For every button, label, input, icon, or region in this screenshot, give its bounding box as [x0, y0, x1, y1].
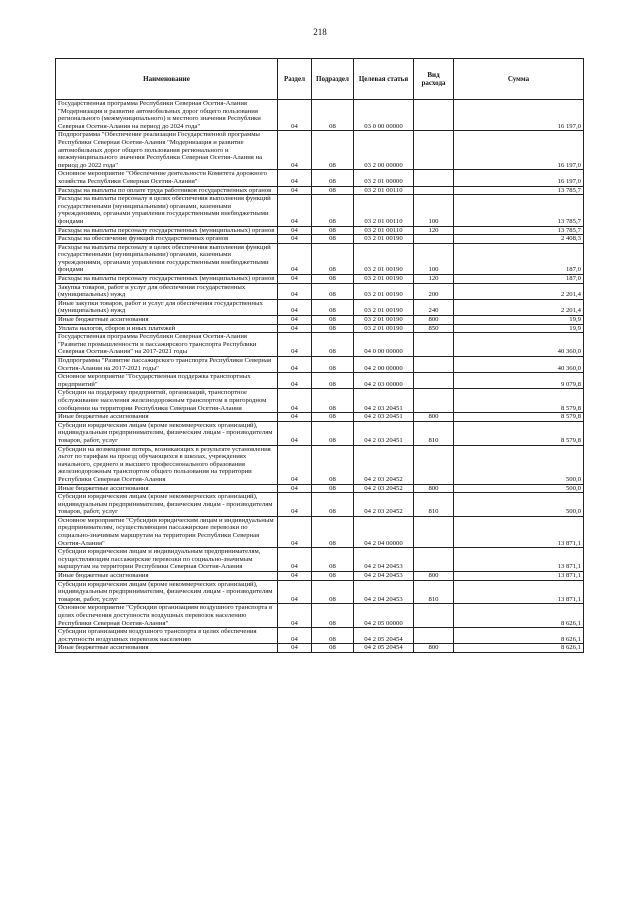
- row-target: 03 2 01 00190: [354, 299, 414, 315]
- row-expense-type: [414, 235, 454, 244]
- row-subsection: 08: [312, 548, 354, 572]
- row-name: Иные бюджетные ассигнования: [56, 572, 278, 581]
- row-name: Субсидии организациям воздушного транспорта в целях обеспечения доступности воздушных перевозок населению: [56, 628, 278, 644]
- row-name: Подпрограмма "Обеспечение реализации Государственной программы Республики Северная Осетия-Алания "Модернизация и развитие автомобильных дорог общего пользования регионального и межмуниципального значения Республики Северная Осетия-Алания на период до 2022 года": [56, 131, 278, 170]
- row-name: Подпрограмма "Развитие пассажирского транспорта Республики Северная Осетия-Алания на 2017-2021 годы": [56, 357, 278, 373]
- table-row: [56, 170, 584, 186]
- table-row: [56, 389, 584, 413]
- row-name: Основное мероприятие "Обеспечение деятельности Комитета дорожного хозяйства Республики Северная Осетия-Алания": [56, 170, 278, 186]
- row-name: Основное мероприятие "Государственная поддержка транспортных предприятий": [56, 373, 278, 389]
- row-target: 04 2 05 20454: [354, 644, 414, 653]
- row-subsection: 08: [312, 324, 354, 333]
- row-section: 04: [278, 413, 312, 422]
- row-name: Субсидии на поддержку предприятий, организаций, транспортное обслуживание населения железнодорожным транспортом в пригородном сообщении на территории Республики Северная Осетия-Алания: [56, 389, 278, 413]
- row-amount: 2 201,4: [454, 299, 584, 315]
- row-name: Расходы на выплаты персоналу в целях обеспечения выполнения функций государственными (муниципальными) органами, казенными учреждениями, органами управления государственными внебюджетными фондами: [56, 195, 278, 226]
- table-body: [56, 100, 584, 653]
- row-name: Уплата налогов, сборов и иных платежей: [56, 324, 278, 333]
- row-section: 04: [278, 316, 312, 325]
- row-name: Иные закупки товаров, работ и услуг для обеспечения государственных (муниципальных) нужд: [56, 299, 278, 315]
- row-subsection: 08: [312, 316, 354, 325]
- row-amount: 16 197,0: [454, 131, 584, 170]
- row-target: 04 2 04 20453: [354, 580, 414, 604]
- row-expense-type: [414, 100, 454, 131]
- row-expense-type: 120: [414, 226, 454, 235]
- row-amount: 8 579,8: [454, 389, 584, 413]
- row-target: 03 2 01 00000: [354, 170, 414, 186]
- row-subsection: 08: [312, 644, 354, 653]
- table-row: [56, 283, 584, 299]
- row-target: 04 2 03 20452: [354, 445, 414, 484]
- row-section: 04: [278, 572, 312, 581]
- row-expense-type: [414, 373, 454, 389]
- header-target: Целевая статья: [354, 59, 414, 100]
- row-subsection: 08: [312, 628, 354, 644]
- row-amount: 2 408,3: [454, 235, 584, 244]
- row-target: 04 2 03 20451: [354, 413, 414, 422]
- row-amount: 8 626,1: [454, 604, 584, 628]
- table-row: [56, 324, 584, 333]
- row-subsection: 08: [312, 580, 354, 604]
- table-row: [56, 316, 584, 325]
- row-section: 04: [278, 445, 312, 484]
- row-amount: 500,0: [454, 445, 584, 484]
- row-section: 04: [278, 275, 312, 284]
- row-target: 04 2 05 00000: [354, 604, 414, 628]
- row-subsection: 08: [312, 283, 354, 299]
- table-row: [56, 226, 584, 235]
- row-expense-type: 810: [414, 421, 454, 445]
- row-name: Основное мероприятие "Субсидии юридическим лицам и индивидуальным предпринимателям, осуществляющим пассажирские перевозки по социально-значимым маршрутам на территории Республики Северная Осетия-Алания": [56, 516, 278, 547]
- row-section: 04: [278, 283, 312, 299]
- row-section: 04: [278, 548, 312, 572]
- row-section: 04: [278, 226, 312, 235]
- row-expense-type: 810: [414, 493, 454, 517]
- row-section: 04: [278, 493, 312, 517]
- row-subsection: 08: [312, 413, 354, 422]
- table-row: [56, 445, 584, 484]
- row-amount: 8 579,8: [454, 413, 584, 422]
- row-subsection: 08: [312, 100, 354, 131]
- table-row: [56, 186, 584, 195]
- row-name: Субсидии юридическим лицам (кроме некоммерческих организаций), индивидуальным предпринимателям, физическим лицам - производителям товаров, работ, услуг: [56, 421, 278, 445]
- row-expense-type: 850: [414, 324, 454, 333]
- row-target: 04 2 03 20452: [354, 493, 414, 517]
- table-row: [56, 572, 584, 581]
- row-subsection: 08: [312, 333, 354, 357]
- table-row: [56, 131, 584, 170]
- row-target: 03 2 01 00110: [354, 195, 414, 226]
- row-target: 03 2 00 00000: [354, 131, 414, 170]
- budget-table: [55, 58, 584, 653]
- row-name: Расходы на выплаты персоналу государственных (муниципальных) органов: [56, 226, 278, 235]
- row-section: 04: [278, 628, 312, 644]
- row-section: 04: [278, 235, 312, 244]
- table-header-row: [56, 59, 584, 100]
- row-section: 04: [278, 644, 312, 653]
- row-name: Государственная программа Республики Северная Осетия-Алания "Модернизация и развитие автомобильных дорог общего пользования регионального (межмуниципального) и местного значения Республики Северная Осетия-Алания на период до 2024 года": [56, 100, 278, 131]
- row-subsection: 08: [312, 421, 354, 445]
- row-expense-type: 100: [414, 195, 454, 226]
- row-target: 04 2 03 00000: [354, 373, 414, 389]
- row-name: Иные бюджетные ассигнования: [56, 484, 278, 493]
- row-subsection: 08: [312, 235, 354, 244]
- row-target: 04 2 00 00000: [354, 357, 414, 373]
- row-amount: 2 201,4: [454, 283, 584, 299]
- table-row: [56, 604, 584, 628]
- row-name: Закупка товаров, работ и услуг для обеспечения государственных (муниципальных) нужд: [56, 283, 278, 299]
- row-section: 04: [278, 131, 312, 170]
- table-row: [56, 195, 584, 226]
- row-expense-type: 800: [414, 316, 454, 325]
- table-row: [56, 235, 584, 244]
- row-subsection: 08: [312, 572, 354, 581]
- row-expense-type: [414, 170, 454, 186]
- row-section: 04: [278, 195, 312, 226]
- row-amount: 13 785,7: [454, 186, 584, 195]
- row-expense-type: [414, 389, 454, 413]
- row-name: Расходы на выплаты персоналу в целях обеспечения выполнения функций государственными (муниципальными) органами, казенными учреждениями, органами управления государственными внебюджетными фондами: [56, 243, 278, 274]
- row-target: 04 2 04 20453: [354, 548, 414, 572]
- row-subsection: 08: [312, 493, 354, 517]
- row-section: 04: [278, 389, 312, 413]
- table-row: [56, 516, 584, 547]
- row-subsection: 08: [312, 445, 354, 484]
- row-target: 03 2 01 00110: [354, 226, 414, 235]
- row-section: 04: [278, 580, 312, 604]
- row-amount: 13 871,1: [454, 580, 584, 604]
- row-subsection: 08: [312, 131, 354, 170]
- row-subsection: 08: [312, 186, 354, 195]
- row-section: 04: [278, 324, 312, 333]
- row-subsection: 08: [312, 275, 354, 284]
- row-expense-type: 240: [414, 299, 454, 315]
- row-target: 04 2 04 20453: [354, 572, 414, 581]
- row-subsection: 08: [312, 357, 354, 373]
- table-row: [56, 548, 584, 572]
- table-row: [56, 484, 584, 493]
- header-expense-type: Вид расхода: [414, 59, 454, 100]
- row-section: 04: [278, 604, 312, 628]
- row-amount: 9 079,8: [454, 373, 584, 389]
- row-amount: 40 360,0: [454, 357, 584, 373]
- row-target: 03 2 01 00190: [354, 235, 414, 244]
- table-row: [56, 100, 584, 131]
- row-name: Субсидии юридическим лицам (кроме некоммерческих организаций), индивидуальным предпринимателям, физическим лицам - производителям товаров, работ, услуг: [56, 493, 278, 517]
- row-expense-type: [414, 186, 454, 195]
- row-target: 03 2 01 00190: [354, 275, 414, 284]
- row-subsection: 08: [312, 170, 354, 186]
- row-section: 04: [278, 243, 312, 274]
- row-target: 03 0 00 00000: [354, 100, 414, 131]
- row-amount: 8 626,1: [454, 644, 584, 653]
- table-row: [56, 644, 584, 653]
- row-name: Расходы на выплаты по оплате труда работников государственных органов: [56, 186, 278, 195]
- row-target: 04 2 03 20452: [354, 484, 414, 493]
- table-row: [56, 333, 584, 357]
- row-section: 04: [278, 421, 312, 445]
- row-name: Расходы на обеспечение функций государственных органов: [56, 235, 278, 244]
- row-section: 04: [278, 100, 312, 131]
- header-amount: Сумма: [454, 59, 584, 100]
- row-name: Иные бюджетные ассигнования: [56, 413, 278, 422]
- row-amount: 19,9: [454, 324, 584, 333]
- row-amount: 500,0: [454, 493, 584, 517]
- row-expense-type: [414, 628, 454, 644]
- row-section: 04: [278, 373, 312, 389]
- row-amount: 13 785,7: [454, 226, 584, 235]
- row-amount: 187,0: [454, 243, 584, 274]
- row-target: 03 2 01 00190: [354, 324, 414, 333]
- row-section: 04: [278, 299, 312, 315]
- row-expense-type: [414, 131, 454, 170]
- row-subsection: 08: [312, 516, 354, 547]
- row-expense-type: 800: [414, 644, 454, 653]
- row-subsection: 08: [312, 373, 354, 389]
- header-name: Наименование: [56, 59, 278, 100]
- header-subsection: Подраздел: [312, 59, 354, 100]
- row-expense-type: 200: [414, 283, 454, 299]
- table-row: [56, 493, 584, 517]
- row-expense-type: 800: [414, 413, 454, 422]
- row-expense-type: [414, 445, 454, 484]
- page-number: 218: [313, 27, 327, 37]
- row-section: 04: [278, 333, 312, 357]
- row-subsection: 08: [312, 484, 354, 493]
- table-row: [56, 580, 584, 604]
- row-amount: 13 871,1: [454, 516, 584, 547]
- header-section: Раздел: [278, 59, 312, 100]
- table-row: [56, 413, 584, 422]
- row-target: 04 2 04 00000: [354, 516, 414, 547]
- row-name: Субсидии юридическим лицам (кроме некоммерческих организаций), индивидуальным предпринимателям, физическим лицам - производителям товаров, работ, услуг: [56, 580, 278, 604]
- row-expense-type: [414, 604, 454, 628]
- row-amount: 13 871,1: [454, 548, 584, 572]
- table-row: [56, 373, 584, 389]
- row-name: Расходы на выплаты персоналу государственных (муниципальных) органов: [56, 275, 278, 284]
- row-expense-type: 810: [414, 580, 454, 604]
- row-expense-type: [414, 357, 454, 373]
- row-expense-type: 800: [414, 484, 454, 493]
- row-expense-type: 120: [414, 275, 454, 284]
- row-subsection: 08: [312, 243, 354, 274]
- row-amount: 500,0: [454, 484, 584, 493]
- row-amount: 13 785,7: [454, 195, 584, 226]
- row-section: 04: [278, 516, 312, 547]
- row-section: 04: [278, 186, 312, 195]
- row-expense-type: [414, 548, 454, 572]
- row-subsection: 08: [312, 226, 354, 235]
- row-target: 04 0 00 00000: [354, 333, 414, 357]
- row-amount: 19,9: [454, 316, 584, 325]
- row-subsection: 08: [312, 604, 354, 628]
- row-section: 04: [278, 484, 312, 493]
- table-row: [56, 357, 584, 373]
- row-subsection: 08: [312, 299, 354, 315]
- row-amount: 8 579,8: [454, 421, 584, 445]
- table-row: [56, 421, 584, 445]
- row-target: 03 2 01 00190: [354, 243, 414, 274]
- row-name: Иные бюджетные ассигнования: [56, 316, 278, 325]
- row-subsection: 08: [312, 389, 354, 413]
- row-target: 04 2 05 20454: [354, 628, 414, 644]
- row-expense-type: 800: [414, 572, 454, 581]
- row-amount: 16 197,0: [454, 170, 584, 186]
- row-subsection: 08: [312, 195, 354, 226]
- row-name: Основное мероприятие "Субсидии организациям воздушного транспорта в целях обеспечения доступности воздушных перевозок населению Республики Северная Осетия-Алания": [56, 604, 278, 628]
- table-row: [56, 299, 584, 315]
- row-target: 03 2 01 00190: [354, 316, 414, 325]
- row-amount: 13 871,1: [454, 572, 584, 581]
- row-target: 04 2 03 20451: [354, 421, 414, 445]
- table-row: [56, 275, 584, 284]
- table-row: [56, 243, 584, 274]
- row-target: 04 2 03 20451: [354, 389, 414, 413]
- row-section: 04: [278, 357, 312, 373]
- row-target: 03 2 01 00190: [354, 283, 414, 299]
- row-amount: 40 360,0: [454, 333, 584, 357]
- row-amount: 16 197,0: [454, 100, 584, 131]
- row-name: Субсидии юридическим лицам и индивидуальным предпринимателям, осуществляющим пассажирские перевозки по социально-значимым маршрутам на территории Республики Северная Осетия-Алания: [56, 548, 278, 572]
- row-expense-type: [414, 333, 454, 357]
- row-expense-type: 100: [414, 243, 454, 274]
- table-row: [56, 628, 584, 644]
- row-amount: 187,0: [454, 275, 584, 284]
- row-name: Субсидии на возмещение потерь, возникающих в результате установления льгот по тарифам на проезд обучающихся в школах, учреждениях начального, среднего и высшего профессионального образования железнодорожным транспортом общего пользования на территории Республики Северная Осетия-Алания: [56, 445, 278, 484]
- row-name: Иные бюджетные ассигнования: [56, 644, 278, 653]
- row-name: Государственная программа Республики Северная Осетия-Алания "Развитие промышленности и пассажирского транспорта Республики Северная Осетия-Алания" на 2017-2021 годы: [56, 333, 278, 357]
- row-section: 04: [278, 170, 312, 186]
- row-target: 03 2 01 00110: [354, 186, 414, 195]
- row-expense-type: [414, 516, 454, 547]
- row-amount: 8 626,1: [454, 628, 584, 644]
